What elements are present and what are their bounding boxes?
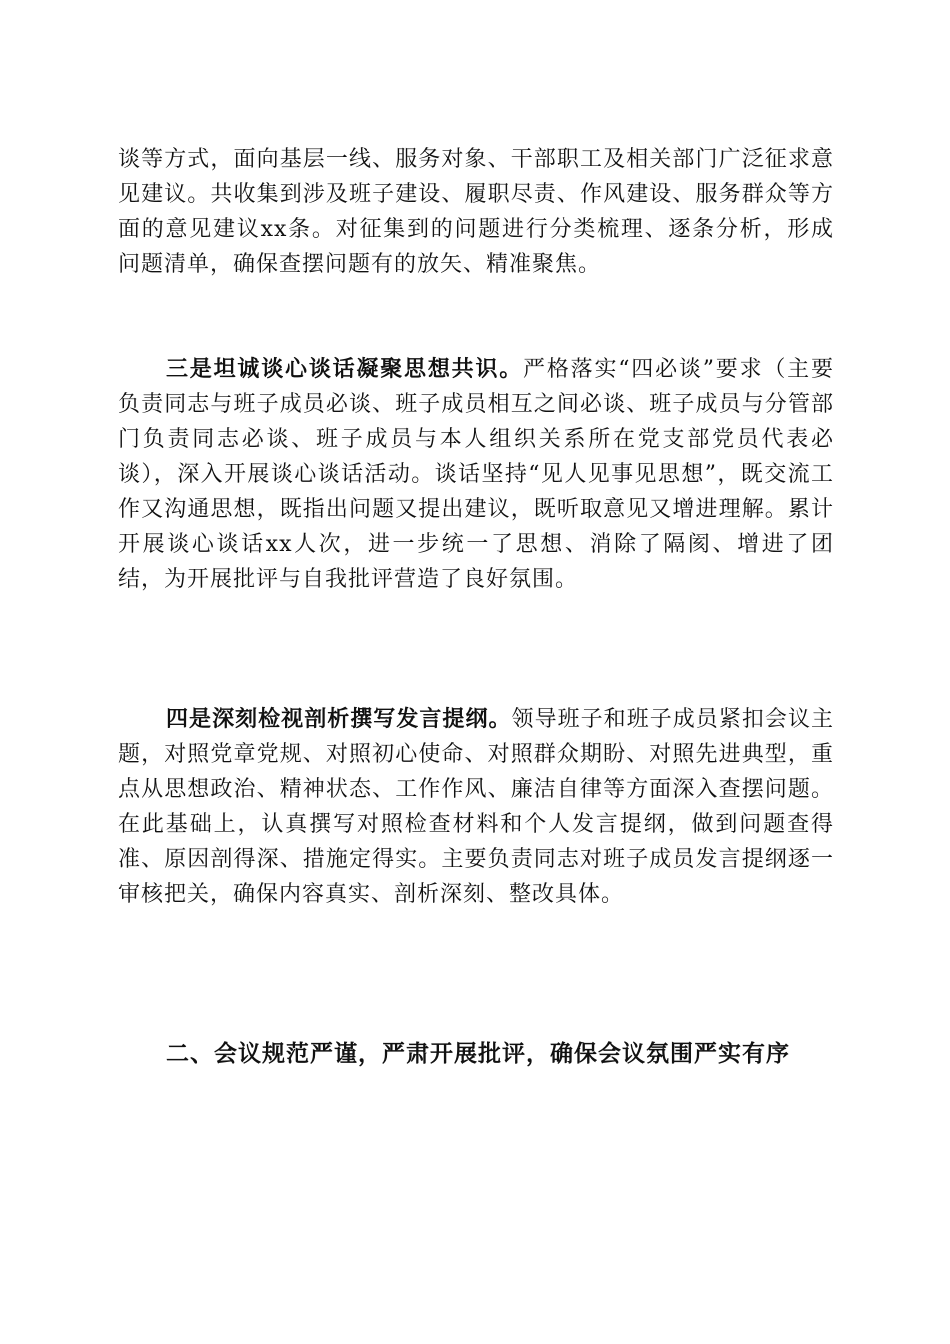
body-text xyxy=(118,142,834,1017)
section-heading-block xyxy=(118,1036,834,1072)
paragraph-3-lead: 四是深刻检视剖析撰写发言提纲。 xyxy=(166,706,512,732)
paragraph-1 xyxy=(118,142,834,352)
paragraph-2-text: 严格落实“四必谈”要求（主要负责同志与班子成员必谈、班子成员相互之间必谈、班子成员与分管部门负责同志必谈、班子成员与本人组织关系所在党支部党员代表必谈），深入开展谈心谈话活动。谈话坚持“见人见事见思想”，既交流工作又沟通思想，既指出问题又提出建议，既听取意见又增进理解。累计开展谈心谈话xx人次，进一步统一了思想、消除了隔阂、增进了团结，为开展批评与自我批评营造了良好氛围。 xyxy=(118,357,834,592)
paragraph-1-text: 谈等方式，面向基层一线、服务对象、干部职工及相关部门广泛征求意见建议。共收集到涉及班子建设、履职尽责、作风建设、服务群众等方面的意见建议xx条。对征集到的问题进行分类梳理、逐条分析，形成问题清单，确保查摆问题有的放矢、精准聚焦。 xyxy=(118,147,834,277)
paragraph-2 xyxy=(118,352,834,702)
paragraph-3 xyxy=(118,702,834,1017)
paragraph-2-lead: 三是坦诚谈心谈话凝聚思想共识。 xyxy=(166,356,524,382)
section-heading: 二、会议规范严谨，严肃开展批评，确保会议氛围严实有序 xyxy=(166,1041,790,1067)
paragraph-3-text: 领导班子和班子成员紧扣会议主题，对照党章党规、对照初心使命、对照群众期盼、对照先进典型，重点从思想政治、精神状态、工作作风、廉洁自律等方面深入查摆问题。在此基础上，认真撰写对照检查材料和个人发言提纲，做到问题查得准、原因剖得深、措施定得实。主要负责同志对班子成员发言提纲逐一审核把关，确保内容真实、剖析深刻、整改具体。 xyxy=(118,707,834,907)
